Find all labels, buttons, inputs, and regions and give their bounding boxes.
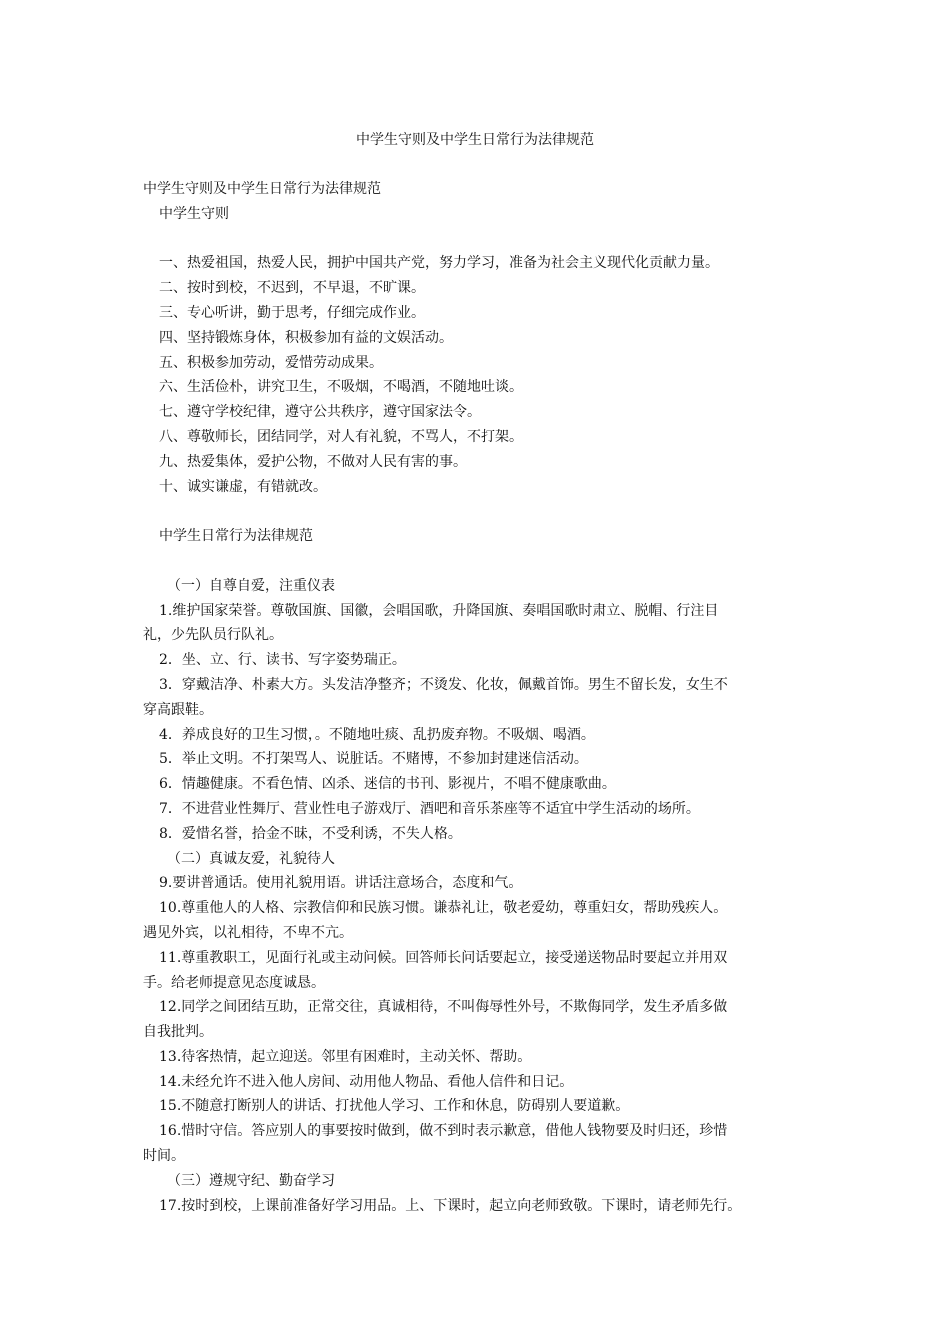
norm-item-continuation: 自我批判。 (143, 1024, 213, 1041)
norm-item: 10.尊重他人的人格、宗教信仰和民族习惯。谦恭礼让，敬老爱幼，尊重妇女，帮助残疾人。 (159, 900, 728, 917)
document-title: 中学生守则及中学生日常行为法律规范 (356, 132, 594, 148)
norm-item: 4．养成良好的卫生习惯，。不随地吐痰、乱扔废弃物。不吸烟、喝酒。 (159, 726, 595, 743)
rule-item: 一、热爱祖国，热爱人民，拥护中国共产党，努力学习，准备为社会主义现代化贡献力量。 (159, 255, 719, 272)
norm-item: 12.同学之间团结互助，正常交往，真诚相待，不叫侮辱性外号，不欺侮同学，发生矛盾多做 (159, 999, 728, 1016)
rule-item: 六、生活俭朴，讲究卫生，不吸烟，不喝酒，不随地吐谈。 (159, 379, 523, 396)
norm-item: 6．情趣健康。不看色情、凶杀、迷信的书刊、影视片，不唱不健康歌曲。 (159, 776, 616, 793)
norm-item-continuation: 遇见外宾，以礼相待，不卑不亢。 (143, 924, 353, 941)
norm-item: 7．不进营业性舞厅、营业性电子游戏厅、酒吧和音乐茶座等不适宜中学生活动的场所。 (159, 800, 700, 817)
norm-item: 13.待客热情，起立迎送。邻里有困难时，主动关怀、帮助。 (159, 1048, 532, 1065)
rule-item: 三、专心听讲，勤于思考，仔细完成作业。 (159, 304, 425, 321)
section-heading: （三）遵规守纪、勤奋学习 (167, 1172, 335, 1189)
norm-item-continuation: 手。给老师提意见态度诚恳。 (143, 974, 325, 991)
norm-item: 1.维护国家荣誉。尊敬国旗、国徽，会唱国歌，升降国旗、奏唱国歌时肃立、脱帽、行注目 (159, 602, 719, 619)
section-heading: （一）自尊自爱，注重仪表 (167, 577, 335, 594)
norm-item: 3．穿戴洁净、朴素大方。头发洁净整齐；不烫发、化妆，佩戴首饰。男生不留长发，女生不 (159, 676, 728, 693)
rule-item: 四、坚持锻炼身体，积极参加有益的文娱活动。 (159, 329, 453, 346)
rule-item: 七、遵守学校纪律，遵守公共秩序，遵守国家法令。 (159, 404, 481, 421)
norm-item: 17.按时到校，上课前准备好学习用品。上、下课时，起立向老师致敬。下课时，请老师先行。 (159, 1197, 742, 1214)
norm-item-continuation: 穿高跟鞋。 (143, 701, 213, 718)
norm-item-continuation: 礼，少先队员行队礼。 (143, 627, 283, 644)
rule-item: 八、尊敬师长，团结同学，对人有礼貌，不骂人，不打架。 (159, 428, 523, 445)
section-heading: （二）真诚友爱，礼貌待人 (167, 850, 335, 867)
spacer (143, 499, 823, 524)
norm-item: 15.不随意打断别人的讲话、打扰他人学习、工作和休息，防碍别人要道歉。 (159, 1098, 630, 1115)
spacer (143, 227, 823, 252)
norm-item: 5．举止文明。不打架骂人、说脏话。不赌博，不参加封建迷信活动。 (159, 751, 588, 768)
document-subtitle: 中学生守则及中学生日常行为法律规范 (143, 181, 381, 197)
spacer (143, 549, 823, 574)
norm-item: 2．坐、立、行、读书、写字姿势瑞正。 (159, 652, 406, 669)
document-body (143, 177, 823, 1218)
norm-item: 14.未经允许不进入他人房间、动用他人物品、看他人信件和日记。 (159, 1073, 574, 1090)
norms-heading: 中学生日常行为法律规范 (159, 528, 313, 545)
norm-item: 9.要讲普通话。使用礼貌用语。讲话注意场合，态度和气。 (159, 875, 523, 892)
rules-heading: 中学生守则 (159, 205, 229, 222)
rule-item: 五、积极参加劳动，爱惜劳动成果。 (159, 354, 383, 371)
norm-item: 8．爱惜名誉，拾金不昧，不受利诱，不失人格。 (159, 825, 462, 842)
rule-item: 二、按时到校，不迟到，不早退，不旷课。 (159, 280, 425, 297)
rule-item: 十、诚实谦虚，有错就改。 (159, 478, 327, 495)
norm-item-continuation: 时间。 (143, 1148, 185, 1165)
norm-item: 16.惜时守信。答应别人的事要按时做到，做不到时表示歉意，借他人钱物要及时归还，珍惜 (159, 1123, 728, 1140)
norm-item: 11.尊重教职工，见面行礼或主动问候。回答师长问话要起立，接受递送物品时要起立并用双 (159, 949, 728, 966)
rule-item: 九、热爱集体，爱护公物，不做对人民有害的事。 (159, 453, 467, 470)
